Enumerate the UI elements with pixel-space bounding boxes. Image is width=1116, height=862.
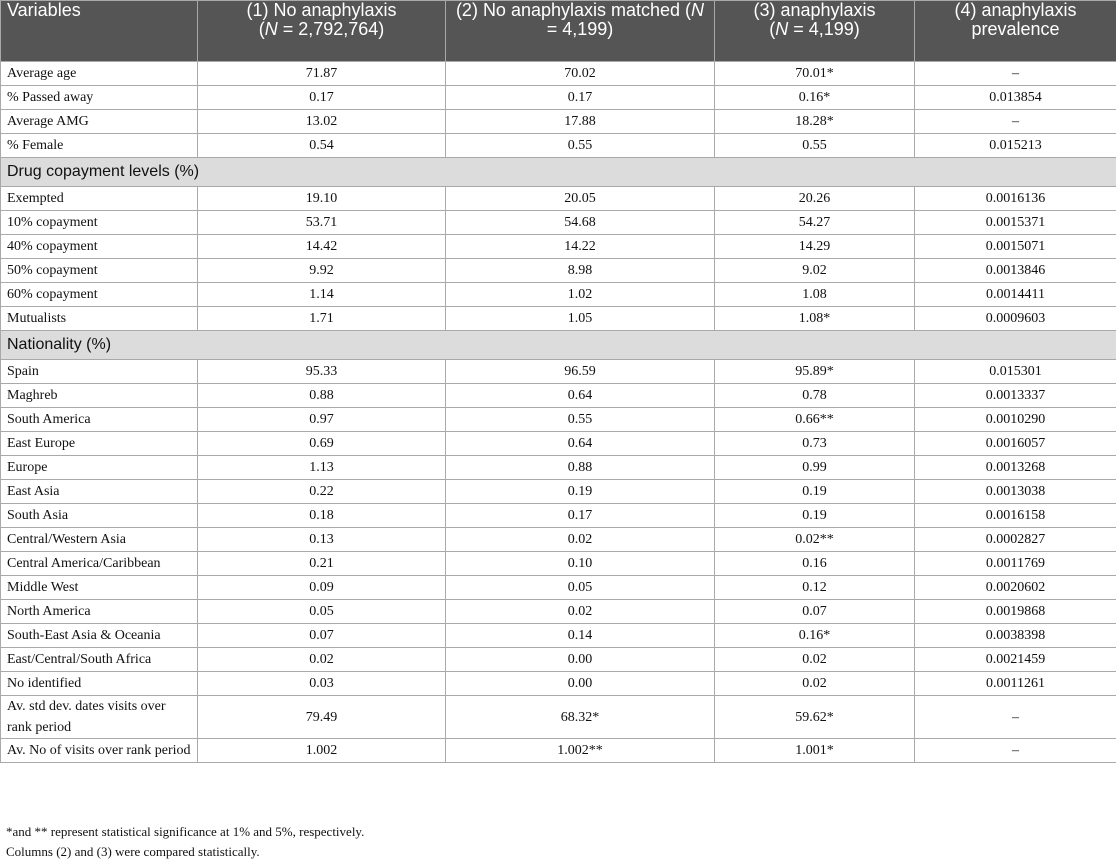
cell-c2: 0.17 — [446, 504, 715, 528]
row-label: Av. No of visits over rank period — [1, 739, 198, 763]
cell-c2: 1.002** — [446, 739, 715, 763]
table-row — [1, 432, 1116, 456]
cell-c4: 0.0013846 — [915, 259, 1116, 283]
section-nationality — [1, 331, 1116, 360]
header-variables: Variables — [1, 1, 198, 62]
cell-c3: 95.89* — [715, 360, 915, 384]
cell-c1: 0.13 — [198, 528, 446, 552]
cell-c4: 0.0009603 — [915, 307, 1116, 331]
section-title: Drug copayment levels (%) — [1, 158, 1116, 187]
table-row — [1, 187, 1116, 211]
table-row — [1, 307, 1116, 331]
table-body — [1, 62, 1116, 763]
note-comparison: Columns (2) and (3) were compared statistically. — [6, 844, 260, 859]
row-label: % Passed away — [1, 86, 198, 110]
table-row — [1, 504, 1116, 528]
row-label: Central America/Caribbean — [1, 552, 198, 576]
cell-c2: 0.05 — [446, 576, 715, 600]
cell-c2: 0.02 — [446, 528, 715, 552]
row-label: 10% copayment — [1, 211, 198, 235]
cell-c3: 70.01* — [715, 62, 915, 86]
row-label: Middle West — [1, 576, 198, 600]
cell-c2: 0.55 — [446, 134, 715, 158]
cell-c3: 0.66** — [715, 408, 915, 432]
cell-c2: 70.02 — [446, 62, 715, 86]
table-row — [1, 576, 1116, 600]
row-label: Europe — [1, 456, 198, 480]
row-label: South-East Asia & Oceania — [1, 624, 198, 648]
cell-c3: 0.73 — [715, 432, 915, 456]
row-label: 50% copayment — [1, 259, 198, 283]
cell-c3: 0.16* — [715, 86, 915, 110]
table-row — [1, 696, 1116, 739]
cell-c2: 0.10 — [446, 552, 715, 576]
cell-c3: 1.08* — [715, 307, 915, 331]
cell-c4: 0.0013268 — [915, 456, 1116, 480]
cell-c3: 18.28* — [715, 110, 915, 134]
cell-c3: 0.02 — [715, 648, 915, 672]
cell-c3: 0.99 — [715, 456, 915, 480]
cell-c2: 96.59 — [446, 360, 715, 384]
cell-c1: 0.09 — [198, 576, 446, 600]
table-row — [1, 624, 1116, 648]
table-row — [1, 672, 1116, 696]
cell-c4: 0.0016158 — [915, 504, 1116, 528]
cell-c1: 19.10 — [198, 187, 446, 211]
cell-c2: 0.55 — [446, 408, 715, 432]
cell-c2: 0.19 — [446, 480, 715, 504]
cell-c4: 0.0002827 — [915, 528, 1116, 552]
cell-c1: 0.21 — [198, 552, 446, 576]
cell-c2: 0.17 — [446, 86, 715, 110]
table-row — [1, 600, 1116, 624]
table-row — [1, 552, 1116, 576]
row-label: No identified — [1, 672, 198, 696]
section-drug-copayment — [1, 158, 1116, 187]
cell-c1: 0.03 — [198, 672, 446, 696]
table-row — [1, 648, 1116, 672]
row-label: Spain — [1, 360, 198, 384]
row-label: 40% copayment — [1, 235, 198, 259]
row-label: Average age — [1, 62, 198, 86]
cell-c4: 0.0016057 — [915, 432, 1116, 456]
cell-c1: 0.22 — [198, 480, 446, 504]
cell-c4: 0.0019868 — [915, 600, 1116, 624]
cell-c4: – — [915, 62, 1116, 86]
cell-c1: 1.71 — [198, 307, 446, 331]
table-row — [1, 259, 1116, 283]
header-col2: (2) No anaphylaxis matched (N = 4,199) — [446, 1, 715, 62]
cell-c2: 17.88 — [446, 110, 715, 134]
table-row — [1, 86, 1116, 110]
cell-c4: – — [915, 110, 1116, 134]
cell-c1: 1.002 — [198, 739, 446, 763]
cell-c3: 9.02 — [715, 259, 915, 283]
row-label: East/Central/South Africa — [1, 648, 198, 672]
cell-c4: – — [915, 696, 1116, 739]
cell-c2: 0.00 — [446, 672, 715, 696]
cell-c1: 53.71 — [198, 211, 446, 235]
cell-c3: 0.07 — [715, 600, 915, 624]
table-row — [1, 384, 1116, 408]
table-row — [1, 739, 1116, 763]
cell-c3: 0.16 — [715, 552, 915, 576]
cell-c3: 0.02 — [715, 672, 915, 696]
row-label: Maghreb — [1, 384, 198, 408]
section-title: Nationality (%) — [1, 331, 1116, 360]
cell-c1: 1.14 — [198, 283, 446, 307]
cell-c3: 54.27 — [715, 211, 915, 235]
table-row — [1, 528, 1116, 552]
cell-c3: 0.12 — [715, 576, 915, 600]
table-row — [1, 62, 1116, 86]
cell-c1: 71.87 — [198, 62, 446, 86]
cell-c4: 0.0021459 — [915, 648, 1116, 672]
cell-c2: 54.68 — [446, 211, 715, 235]
cell-c1: 0.69 — [198, 432, 446, 456]
cell-c4: 0.0020602 — [915, 576, 1116, 600]
cell-c2: 14.22 — [446, 235, 715, 259]
cell-c3: 1.001* — [715, 739, 915, 763]
row-label: East Europe — [1, 432, 198, 456]
table-row — [1, 235, 1116, 259]
cell-c4: 0.0016136 — [915, 187, 1116, 211]
table-row — [1, 360, 1116, 384]
header-col3: (3) anaphylaxis (N = 4,199) — [715, 1, 915, 62]
cell-c1: 9.92 — [198, 259, 446, 283]
cell-c2: 0.00 — [446, 648, 715, 672]
cell-c2: 0.02 — [446, 600, 715, 624]
row-label: Average AMG — [1, 110, 198, 134]
cell-c3: 20.26 — [715, 187, 915, 211]
table-row — [1, 480, 1116, 504]
cell-c1: 0.17 — [198, 86, 446, 110]
cell-c4: 0.0010290 — [915, 408, 1116, 432]
cell-c4: 0.0015371 — [915, 211, 1116, 235]
cell-c2: 0.14 — [446, 624, 715, 648]
cell-c1: 0.05 — [198, 600, 446, 624]
cell-c4: 0.015213 — [915, 134, 1116, 158]
row-label: South Asia — [1, 504, 198, 528]
row-label: Exempted — [1, 187, 198, 211]
cell-c4: 0.0013337 — [915, 384, 1116, 408]
cell-c1: 14.42 — [198, 235, 446, 259]
cell-c2: 0.64 — [446, 384, 715, 408]
cell-c1: 13.02 — [198, 110, 446, 134]
header-col4: (4) anaphylaxis prevalence — [915, 1, 1116, 62]
cell-c3: 0.19 — [715, 504, 915, 528]
cell-c4: 0.0038398 — [915, 624, 1116, 648]
cell-c2: 8.98 — [446, 259, 715, 283]
cell-c2: 1.02 — [446, 283, 715, 307]
cell-c4: 0.0014411 — [915, 283, 1116, 307]
row-label: Central/Western Asia — [1, 528, 198, 552]
cell-c3: 0.78 — [715, 384, 915, 408]
cell-c3: 0.16* — [715, 624, 915, 648]
cell-c2: 1.05 — [446, 307, 715, 331]
cell-c2: 0.64 — [446, 432, 715, 456]
cell-c1: 0.02 — [198, 648, 446, 672]
row-label: % Female — [1, 134, 198, 158]
cell-c3: 0.55 — [715, 134, 915, 158]
cell-c1: 0.54 — [198, 134, 446, 158]
cell-c4: 0.0011769 — [915, 552, 1116, 576]
cell-c4: 0.0015071 — [915, 235, 1116, 259]
cell-c2: 0.88 — [446, 456, 715, 480]
cell-c3: 0.19 — [715, 480, 915, 504]
row-label: North America — [1, 600, 198, 624]
cell-c1: 1.13 — [198, 456, 446, 480]
cell-c2: 20.05 — [446, 187, 715, 211]
header-col1: (1) No anaphylaxis (N = 2,792,764) — [198, 1, 446, 62]
table-row — [1, 134, 1116, 158]
row-label: Av. std dev. dates visits over rank period — [1, 696, 198, 739]
cell-c3: 0.02** — [715, 528, 915, 552]
table-row — [1, 211, 1116, 235]
cell-c2: 68.32* — [446, 696, 715, 739]
row-label: South America — [1, 408, 198, 432]
cell-c1: 0.07 — [198, 624, 446, 648]
cell-c3: 59.62* — [715, 696, 915, 739]
cell-c4: 0.013854 — [915, 86, 1116, 110]
cell-c3: 14.29 — [715, 235, 915, 259]
note-significance: *and ** represent statistical significance at 1% and 5%, respectively. — [6, 824, 365, 839]
table-notes — [6, 822, 364, 862]
cell-c1: 0.18 — [198, 504, 446, 528]
cell-c1: 0.88 — [198, 384, 446, 408]
cell-c4: – — [915, 739, 1116, 763]
table-row — [1, 456, 1116, 480]
header-row — [1, 1, 1116, 62]
table-row — [1, 283, 1116, 307]
cell-c4: 0.015301 — [915, 360, 1116, 384]
cell-c3: 1.08 — [715, 283, 915, 307]
row-label: 60% copayment — [1, 283, 198, 307]
row-label: East Asia — [1, 480, 198, 504]
cell-c1: 95.33 — [198, 360, 446, 384]
cell-c1: 79.49 — [198, 696, 446, 739]
cell-c1: 0.97 — [198, 408, 446, 432]
cell-c4: 0.0011261 — [915, 672, 1116, 696]
table-row — [1, 110, 1116, 134]
table-row — [1, 408, 1116, 432]
row-label: Mutualists — [1, 307, 198, 331]
cell-c4: 0.0013038 — [915, 480, 1116, 504]
